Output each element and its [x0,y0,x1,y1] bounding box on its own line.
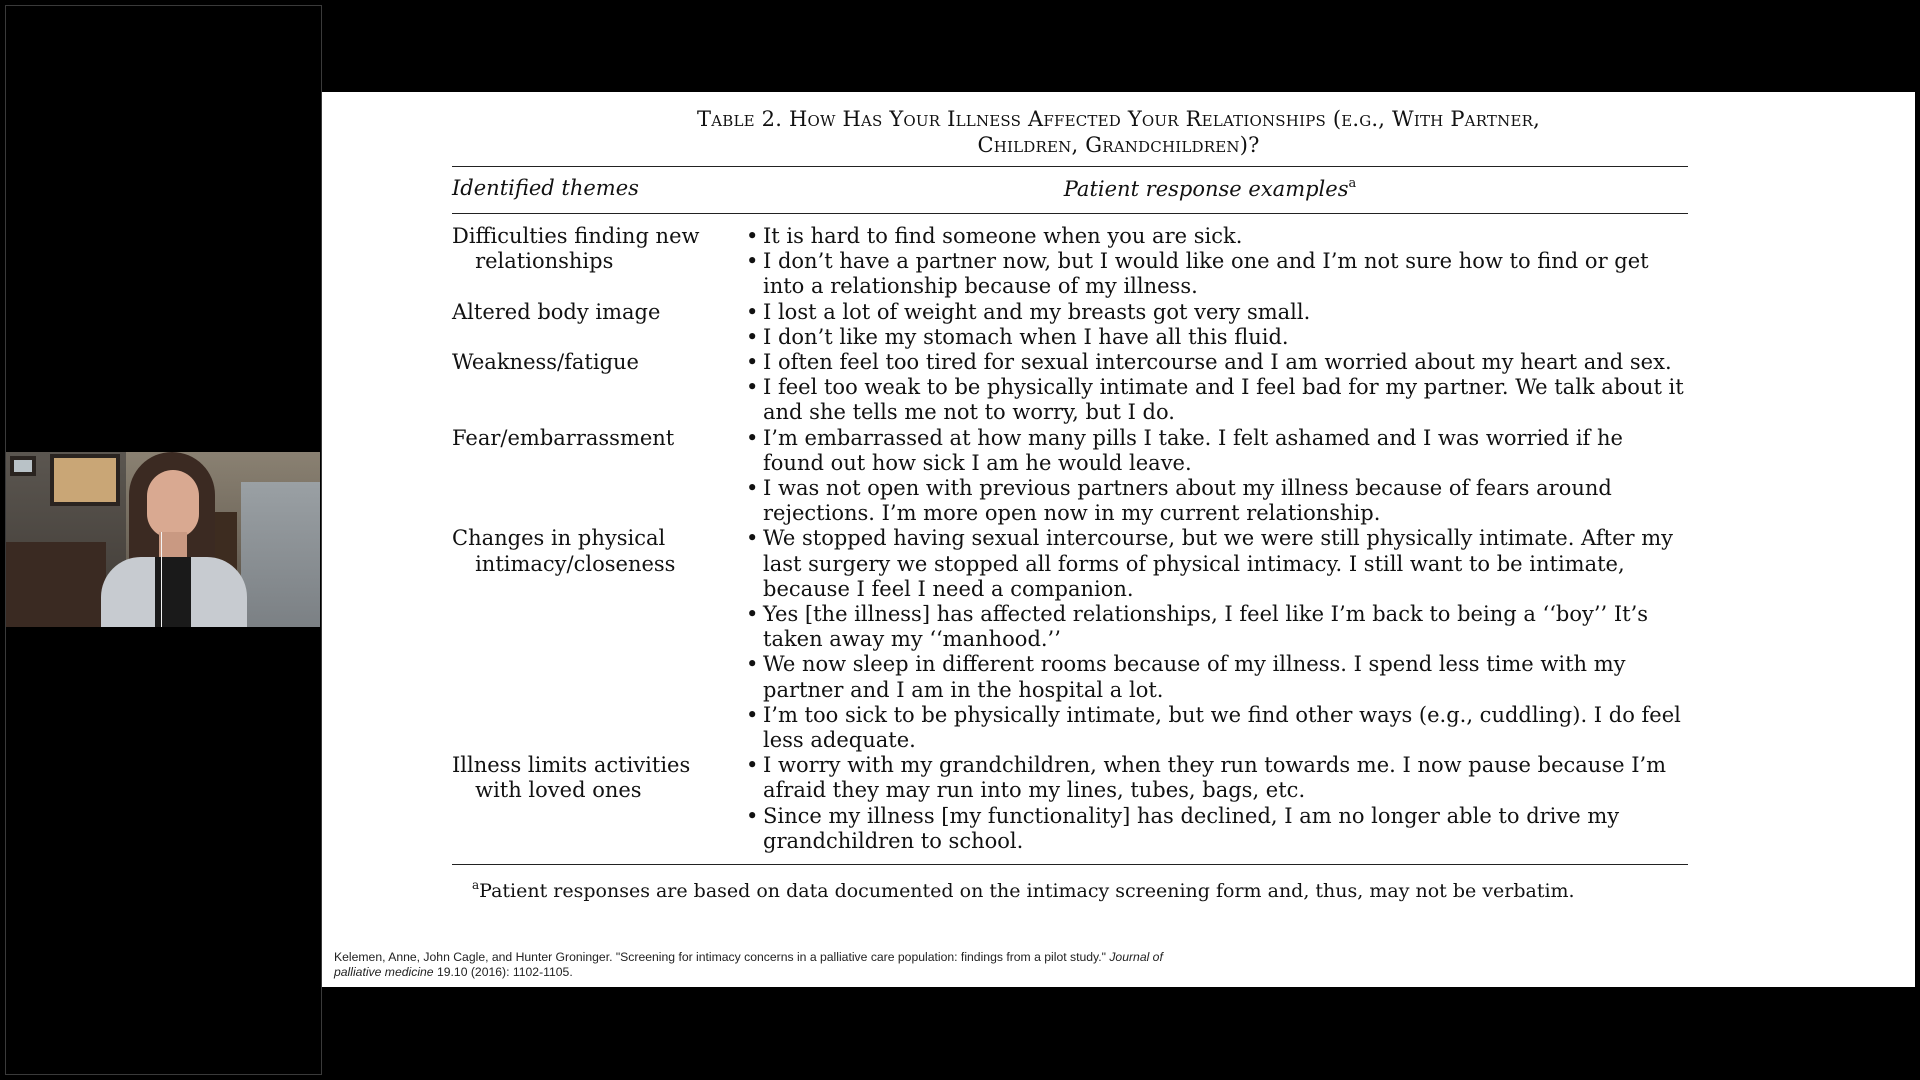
response-item: • Since my illness [my functionality] has declined, I am no longer able to drive my grandchildren to school. [746,804,1688,854]
table-row [452,224,1688,300]
response-item: • Yes [the illness] has affected relationships, I feel like I’m back to being a ‘‘boy’’ It’s taken away my ‘‘manhood.’’ [746,602,1688,652]
table-body [452,224,1688,854]
video-background-lamp [241,482,320,627]
citation-journal: Journal of palliative medicine [334,950,1163,979]
response-cell [746,300,1688,350]
response-item: • We now sleep in different rooms because of my illness. I spend less time with my partner and I am in the hospital a lot. [746,652,1688,702]
table-title-line-1: Table 2. How Has Your Illness Affected Your Relationships (e.g., With Partner, [697,107,1540,131]
speaker-face [147,470,199,538]
table-rule-top [452,166,1688,167]
speaker-earbud-cable [161,532,162,627]
table-title [322,106,1915,158]
response-cell [746,426,1688,527]
theme-cell: Fear/embarrassment [452,425,675,450]
footnote-marker: a [472,878,480,892]
column-header-themes: Identified themes [452,176,639,200]
table-rule-bottom [452,864,1688,865]
theme-cell: Changes in physical intimacy/closeness [452,526,676,576]
speaker-figure [91,452,251,627]
response-item: • It is hard to find someone when you are sick. [746,224,1688,249]
column-header-responses-label: Patient response examples [1063,177,1349,201]
table-row [452,526,1688,753]
table-row [452,300,1688,350]
response-item: • I don’t have a partner now, but I would like one and I’m not sure how to find or get into a relationship because of my illness. [746,249,1688,299]
response-cell [746,526,1688,753]
video-background-picture-small [10,456,36,476]
response-item: • I was not open with previous partners about my illness because of fears around rejections. I’m more open now in my current relationship. [746,476,1688,526]
response-item: • I lost a lot of weight and my breasts got very small. [746,300,1688,325]
citation-authors-title: Kelemen, Anne, John Cagle, and Hunter Groninger. "Screening for intimacy concerns in a palliative care population: findings from a pilot study." [334,950,1110,964]
citation [334,950,1194,979]
shared-slide [322,92,1915,987]
table-title-line-2: Children, Grandchildren)? [977,133,1260,157]
response-item: • I’m embarrassed at how many pills I take. I felt ashamed and I was worried if he found out how sick I am he would leave. [746,426,1688,476]
theme-cell: Weakness/fatigue [452,350,639,375]
response-item: • I worry with my grandchildren, when they run towards me. I now pause because I’m afraid they may run into my lines, tubes, bags, etc. [746,753,1688,803]
response-cell [746,753,1688,854]
theme-cell: Difficulties finding new relationships [452,224,700,274]
response-item: • I’m too sick to be physically intimate, but we find other ways (e.g., cuddling). I do feel less adequate. [746,703,1688,753]
column-header-footnote-marker: a [1348,176,1357,191]
citation-volume-pages: 19.10 (2016): 1102-1105. [433,964,573,979]
column-header-responses [452,176,1688,201]
participant-video-tile[interactable] [6,452,320,627]
response-cell [746,224,1688,300]
table-footnote [472,873,1672,903]
response-item: • We stopped having sexual intercourse, but we were still physically intimate. After my last surgery we stopped all forms of physical intimacy. I still want to be intimate, because I feel I need a companion. [746,526,1688,602]
response-cell [746,350,1688,426]
response-item: • I don’t like my stomach when I have all this fluid. [746,325,1688,350]
footnote-text: Patient responses are based on data documented on the intimacy screening form and, thus, may not be verbatim. [479,880,1575,902]
table-row [452,426,1688,527]
response-item: • I feel too weak to be physically intimate and I feel bad for my partner. We talk about it and she tells me not to worry, but I do. [746,375,1688,425]
table-row [452,350,1688,426]
table-header-row [452,176,1688,206]
theme-cell: Illness limits activities with loved ones [452,753,691,803]
response-item: • I often feel too tired for sexual intercourse and I am worried about my heart and sex. [746,350,1688,375]
table-rule-header [452,213,1688,214]
table-row [452,753,1688,854]
theme-cell: Altered body image [452,299,661,324]
